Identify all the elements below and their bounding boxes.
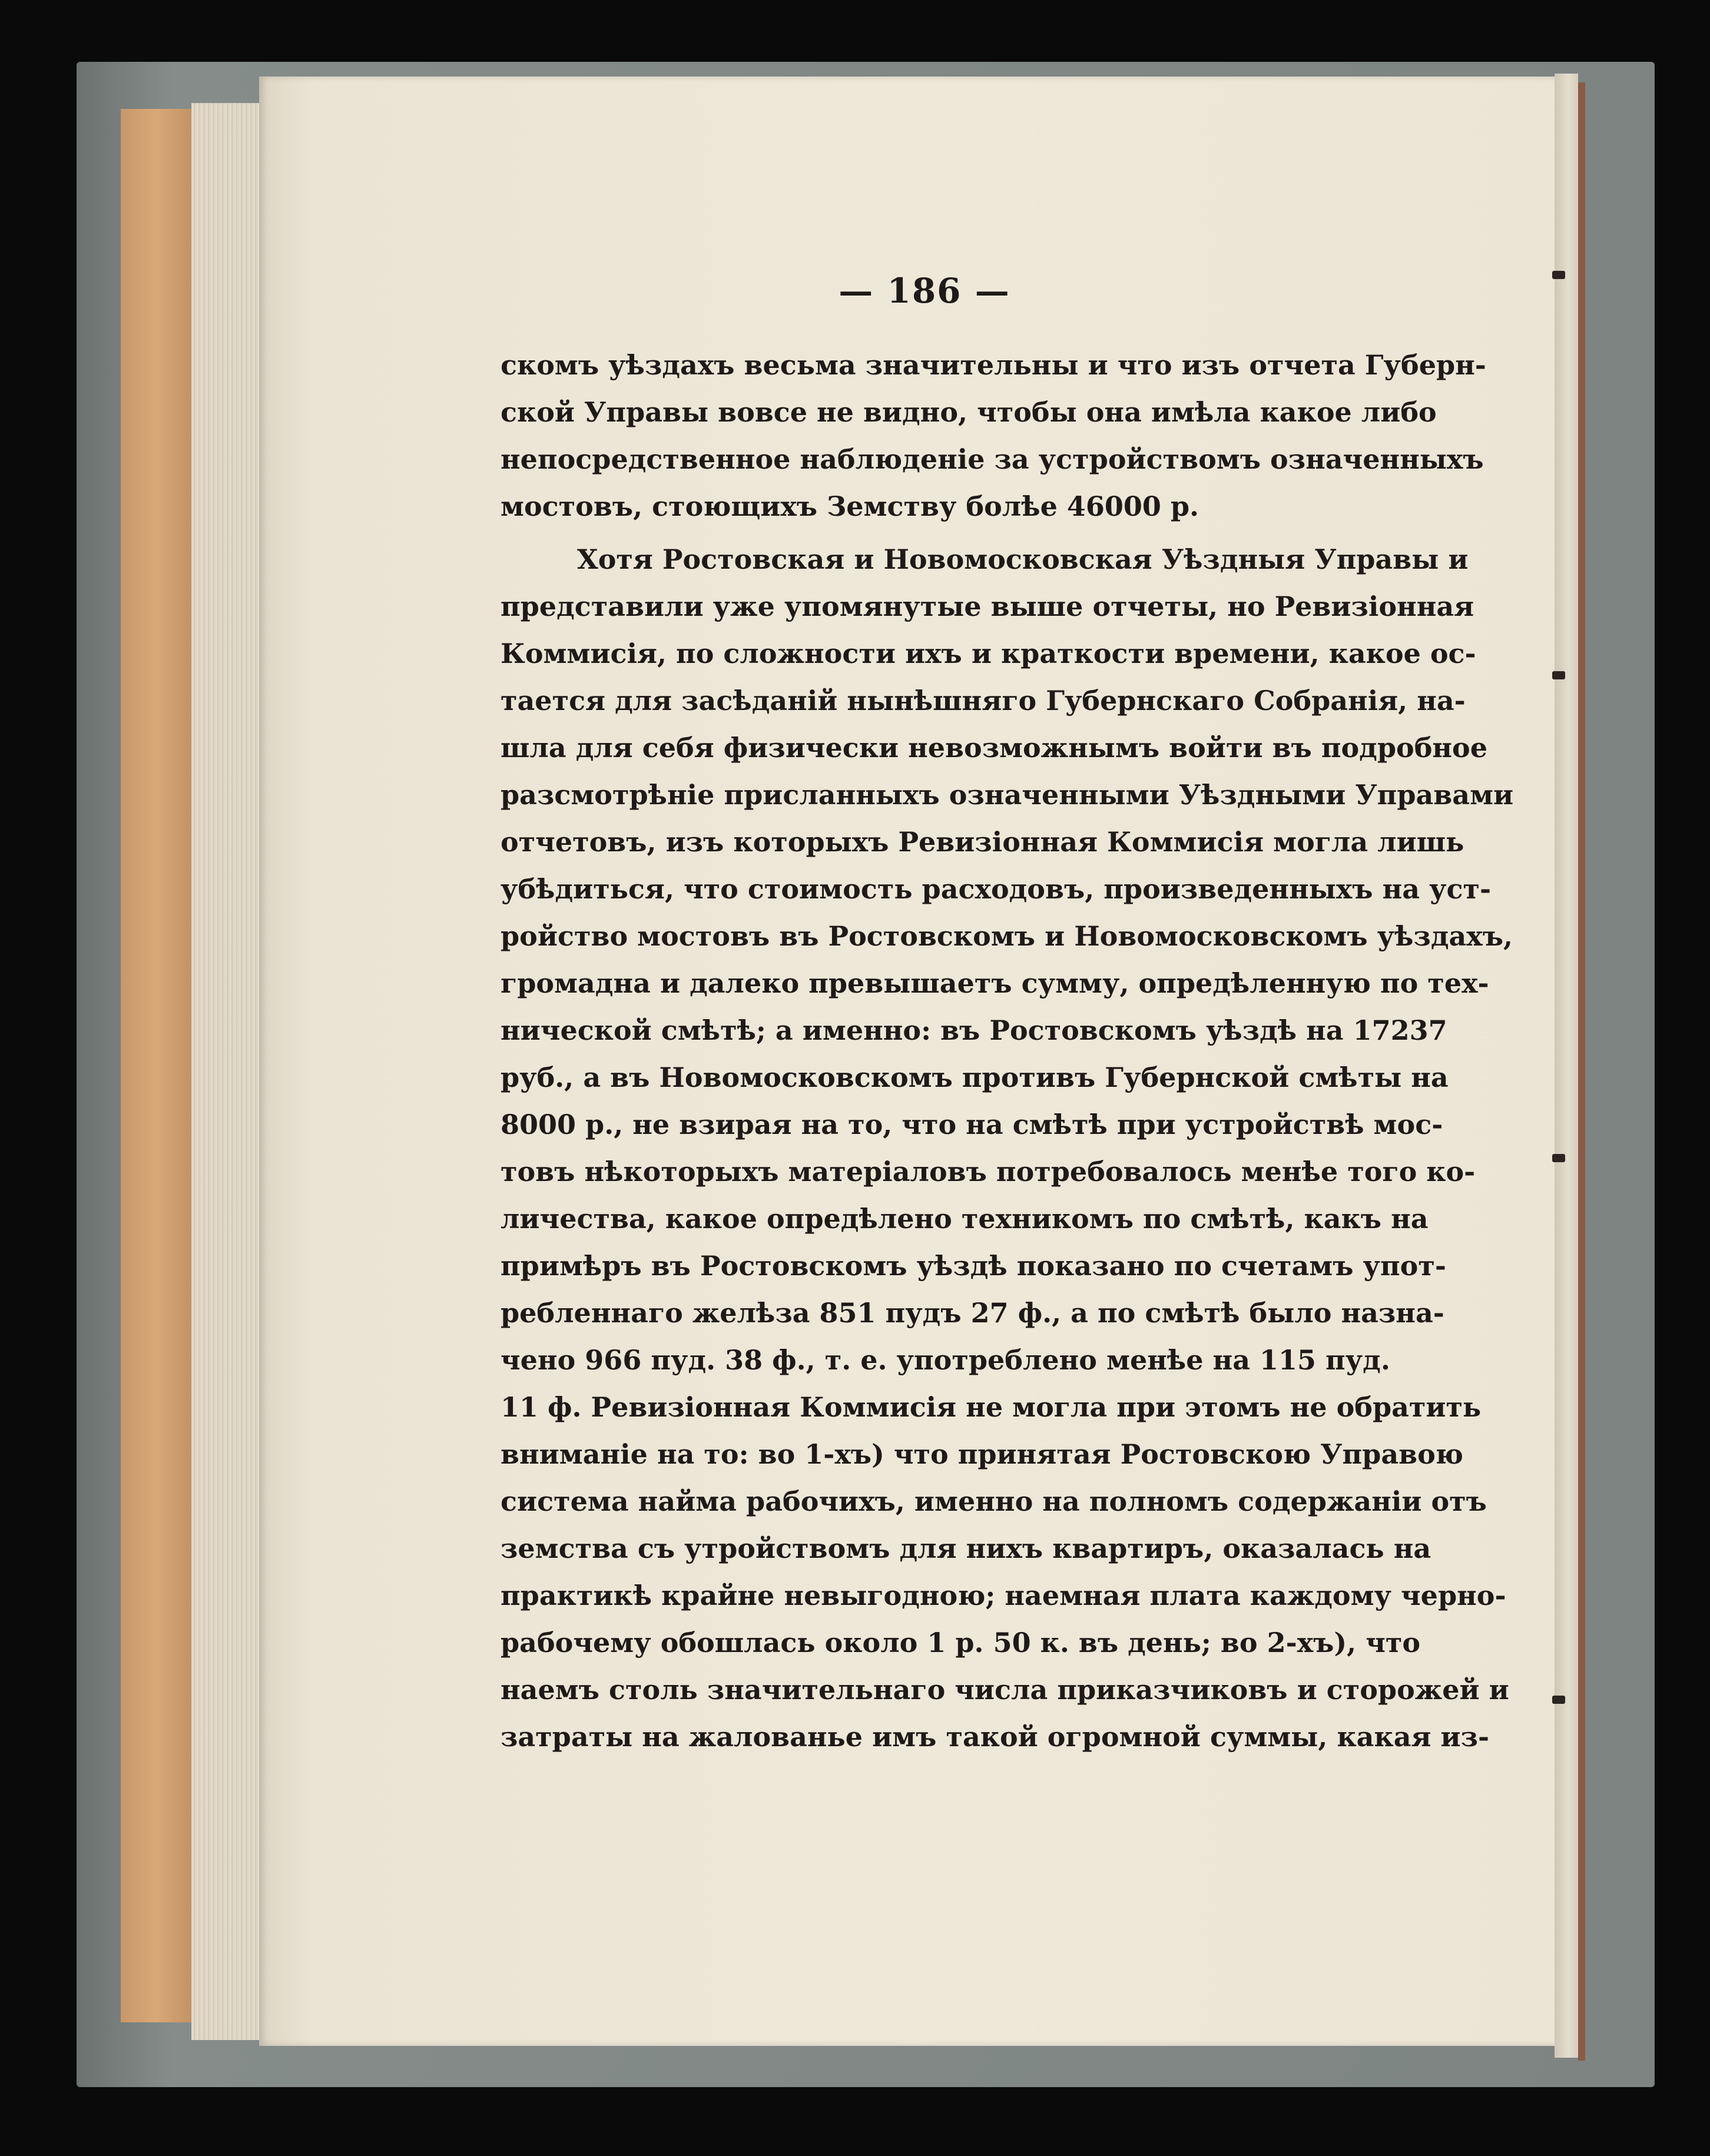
text-line: отчетовъ, изъ которыхъ Ревизіонная Коммисія могла лишь	[501, 826, 1464, 858]
text-line: ребленнаго желѣза 851 пудъ 27 ф., а по смѣтѣ было назна-	[501, 1297, 1444, 1329]
text-line: 11 ф. Ревизіонная Коммисія не могла при этомъ не обратить	[501, 1391, 1482, 1423]
text-line: шла для себя физически невозможнымъ войти въ подробное	[501, 732, 1487, 764]
text-line: практикѣ крайне невыгодною; наемная плата каждому черно-	[501, 1580, 1506, 1611]
text-line: нической смѣтѣ; а именно: въ Ростовскомъ уѣздѣ на 17237	[501, 1014, 1447, 1046]
text-line: личества, какое опредѣлено техникомъ по смѣтѣ, какъ на	[501, 1203, 1429, 1235]
binding-thread	[1552, 1154, 1565, 1162]
text-line: затраты на жалованье имъ такой огромной суммы, какая из-	[501, 1721, 1490, 1753]
text-line: Коммисія, по сложности ихъ и краткости времени, какое ос-	[501, 638, 1476, 669]
text-line: руб., а въ Новомосковскомъ противъ Губернской смѣты на	[501, 1062, 1449, 1093]
text-line: Хотя Ростовская и Новомосковская Уѣздныя Управы и	[577, 543, 1469, 575]
text-line: рабочему обошлась около 1 р. 50 к. въ день; во 2-хъ), что	[501, 1627, 1421, 1659]
text-line: вниманіе на то: во 1-хъ) что принятая Ростовскою Управою	[501, 1438, 1463, 1470]
text-line: земства съ утройствомъ для нихъ квартиръ, оказалась на	[501, 1533, 1431, 1564]
text-line: чено 966 пуд. 38 ф., т. е. употреблено менѣе на 115 пуд.	[501, 1344, 1390, 1376]
inner-board	[121, 109, 191, 2022]
page-edges	[191, 103, 262, 2040]
text-line: разсмотрѣніе присланныхъ означенными Уѣздными Управами	[501, 779, 1514, 811]
text-line: 8000 р., не взирая на то, что на смѣтѣ при устройствѣ мос-	[501, 1109, 1443, 1140]
text-line: мостовъ, стоющихъ Земству болѣе 46000 р.	[501, 490, 1199, 522]
binding-thread	[1552, 1696, 1565, 1704]
facing-page-edge	[1555, 74, 1578, 2058]
text-line: непосредственное наблюденіе за устройствомъ означенныхъ	[501, 443, 1484, 475]
text-line: представили уже упомянутые выше отчеты, но Ревизіонная	[501, 591, 1474, 622]
text-line: ской Управы вовсе не видно, чтобы она имѣла какое либо	[501, 396, 1437, 428]
text-line: скомъ уѣздахъ весьма значительны и что изъ отчета Губерн-	[501, 349, 1486, 381]
text-line: примѣръ въ Ростовскомъ уѣздѣ показано по счетамъ упот-	[501, 1250, 1446, 1282]
binding-thread	[1552, 671, 1565, 679]
text-line: убѣдиться, что стоимость расходовъ, произведенныхъ на уст-	[501, 873, 1492, 905]
text-line: тается для засѣданій нынѣшняго Губернскаго Собранія, на-	[501, 685, 1466, 717]
text-line: ройство мостовъ въ Ростовскомъ и Новомосковскомъ уѣздахъ,	[501, 920, 1513, 952]
text-line: система найма рабочихъ, именно на полномъ содержаніи отъ	[501, 1485, 1487, 1517]
binding-thread	[1552, 271, 1565, 279]
text-line: громадна и далеко превышаетъ сумму, опредѣленную по тех-	[501, 967, 1489, 999]
page-number: — 186 —	[839, 271, 1010, 311]
page-edge-right	[1578, 82, 1585, 2061]
text-line: наемъ столь значительнаго числа приказчиковъ и сторожей и	[501, 1674, 1509, 1706]
text-line: товъ нѣкоторыхъ матеріаловъ потребовалось менѣе того ко-	[501, 1156, 1476, 1188]
